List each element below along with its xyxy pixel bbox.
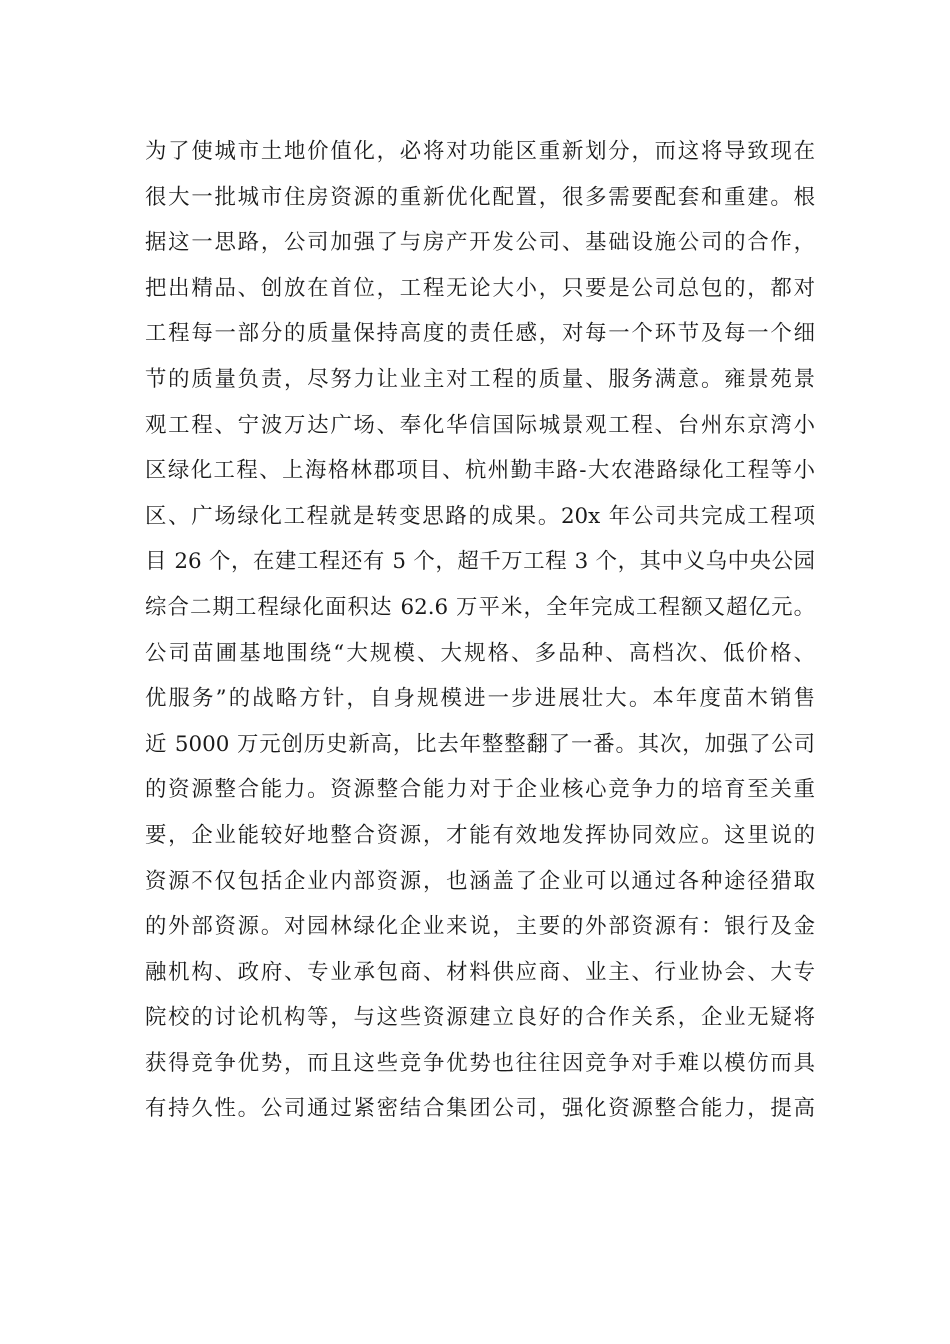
text-line-9: 区、广场绿化工程就是转变思路的成果。20x 年公司共完成工程项 <box>145 503 815 529</box>
text-line-15: 的资源整合能力。资源整合能力对于企业核心竞争力的培育至关重 <box>145 777 815 803</box>
text-line-12: 公司苗圃基地围绕“大规模、大规格、多品种、高档次、低价格、 <box>145 640 815 666</box>
text-line-20: 院校的讨论机构等，与这些资源建立良好的合作关系，企业无疑将 <box>145 1005 815 1031</box>
text-line-4: 把出精品、创放在首位，工程无论大小，只要是公司总包的，都对 <box>145 275 815 301</box>
text-line-13: 优服务”的战略方针，自身规模进一步进展壮大。本年度苗木销售 <box>145 686 815 712</box>
text-line-19: 融机构、政府、专业承包商、材料供应商、业主、行业协会、大专 <box>145 959 815 985</box>
text-line-14: 近 5000 万元创历史新高，比去年整整翻了一番。其次，加强了公司 <box>145 731 815 757</box>
text-line-10: 目 26 个，在建工程还有 5 个，超千万工程 3 个，其中义乌中央公园 <box>145 549 815 575</box>
body-paragraph <box>145 129 815 1132</box>
text-line-16: 要，企业能较好地整合资源，才能有效地发挥协同效应。这里说的 <box>145 822 815 848</box>
text-line-11: 综合二期工程绿化面积达 62.6 万平米，全年完成工程额又超亿元。 <box>145 594 815 620</box>
text-line-2: 很大一批城市住房资源的重新优化配置，很多需要配套和重建。根 <box>145 184 815 210</box>
text-line-7: 观工程、宁波万达广场、奉化华信国际城景观工程、台州东京湾小 <box>145 412 815 438</box>
text-line-6: 节的质量负责，尽努力让业主对工程的质量、服务满意。雍景苑景 <box>145 366 815 392</box>
text-line-5: 工程每一部分的质量保持高度的责任感，对每一个环节及每一个细 <box>145 321 815 347</box>
text-line-1: 为了使城市土地价值化，必将对功能区重新划分，而这将导致现在 <box>145 139 815 164</box>
text-line-3: 据这一思路，公司加强了与房产开发公司、基础设施公司的合作， <box>145 230 815 256</box>
text-line-18: 的外部资源。对园林绿化企业来说，主要的外部资源有：银行及金 <box>145 914 815 940</box>
text-line-22: 有持久性。公司通过紧密结合集团公司，强化资源整合能力，提高 <box>145 1096 815 1122</box>
text-line-21: 获得竞争优势，而且这些竞争优势也往往因竞争对手难以模仿而具 <box>145 1050 815 1076</box>
text-line-17: 资源不仅包括企业内部资源，也涵盖了企业可以通过各种途径猎取 <box>145 868 815 894</box>
text-line-8: 区绿化工程、上海格林郡项目、杭州勤丰路-大农港路绿化工程等小 <box>145 458 815 484</box>
